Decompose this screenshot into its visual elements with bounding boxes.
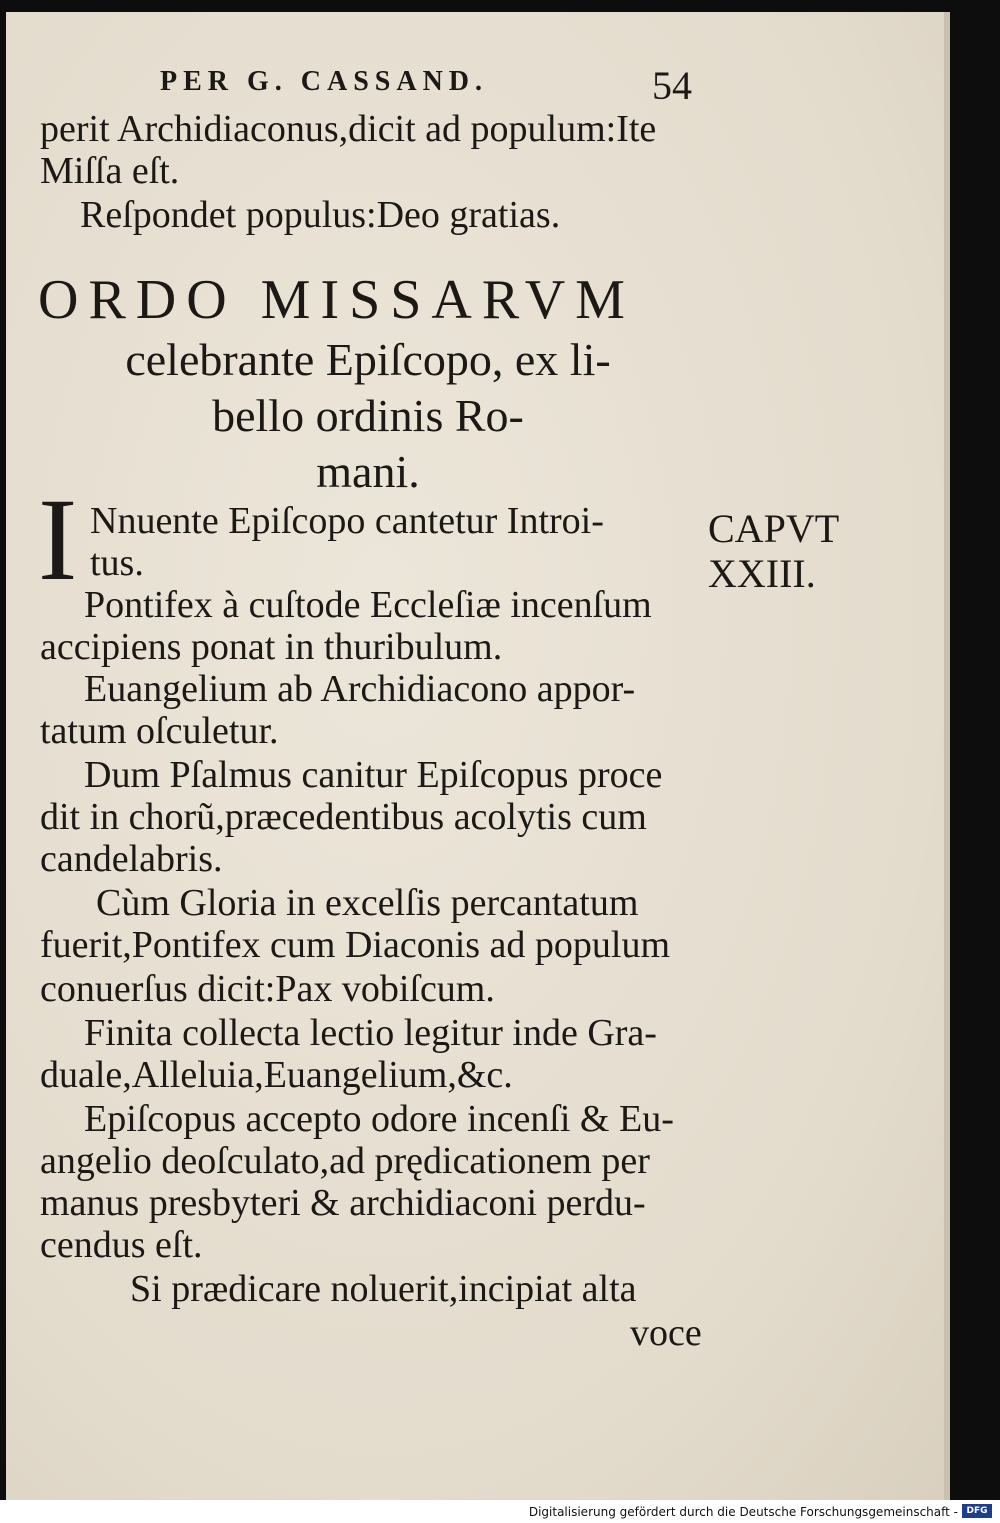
drop-cap: I bbox=[38, 474, 78, 605]
text-line: Nnuente Epiſcopo cantetur Introi- bbox=[90, 500, 604, 542]
margin-chapter-label: CAPVT bbox=[708, 506, 840, 551]
text-line: Finita collecta lectio legitur inde Gra- bbox=[84, 1012, 657, 1054]
text-line: Cùm Gloria in excelſis percantatum bbox=[96, 882, 639, 924]
text-line: duale,Alleluia,Euangelium,&c. bbox=[40, 1054, 513, 1096]
catchword: voce bbox=[630, 1312, 702, 1354]
text-line: Dum Pſalmus canitur Epiſcopus proce bbox=[84, 754, 663, 796]
text-line: fuerit,Pontifex cum Diaconis ad populum bbox=[40, 924, 671, 966]
text-line: perit Archidiaconus,dicit ad populum:Ite bbox=[40, 108, 657, 150]
text-line: Pontifex à cuſtode Eccleſiæ incenſum bbox=[84, 584, 652, 626]
text-line: Miſſa eſt. bbox=[40, 150, 180, 192]
text-line: accipiens ponat in thuribulum. bbox=[40, 626, 503, 668]
text-line: Reſpondet populus:Deo gratias. bbox=[80, 194, 561, 236]
text-line: tatum oſculetur. bbox=[40, 710, 279, 752]
text-line: angelio deoſculato,ad prędicationem per bbox=[40, 1140, 650, 1182]
digitization-footer bbox=[0, 1500, 1000, 1523]
text-line: tus. bbox=[90, 542, 144, 584]
section-subtitle-line: celebrante Epiſcopo, ex li- bbox=[125, 334, 611, 385]
section-subtitle-line: bello ordinis Ro- bbox=[212, 390, 524, 441]
dfg-logo-icon: DFG bbox=[962, 1504, 992, 1518]
footer-credit: Digitalisierung gefördert durch die Deutsche Forschungsgemeinschaft - bbox=[528, 1505, 958, 1519]
text-line: candelabris. bbox=[40, 838, 223, 880]
section-subtitle-line: mani. bbox=[316, 446, 420, 497]
margin-chapter-number: XXIII. bbox=[708, 551, 816, 596]
text-line: dit in chorũ,præcedentibus acolytis cum bbox=[40, 796, 647, 838]
text-line: Si prædicare noluerit,incipiat alta bbox=[130, 1268, 637, 1310]
running-head: PER G. CASSAND. bbox=[160, 66, 489, 97]
text-line: conuerſus dicit:Pax vobiſcum. bbox=[40, 968, 495, 1010]
text-line: manus presbyteri & archidiaconi perdu- bbox=[40, 1182, 646, 1224]
page-number: 54 bbox=[652, 63, 692, 108]
section-title: ORDO MISSARVM bbox=[38, 269, 635, 331]
text-line: cendus eſt. bbox=[40, 1224, 203, 1266]
text-line: Euangelium ab Archidiacono appor- bbox=[84, 668, 636, 710]
text-line: Epiſcopus accepto odore incenſi & Eu- bbox=[84, 1098, 674, 1140]
